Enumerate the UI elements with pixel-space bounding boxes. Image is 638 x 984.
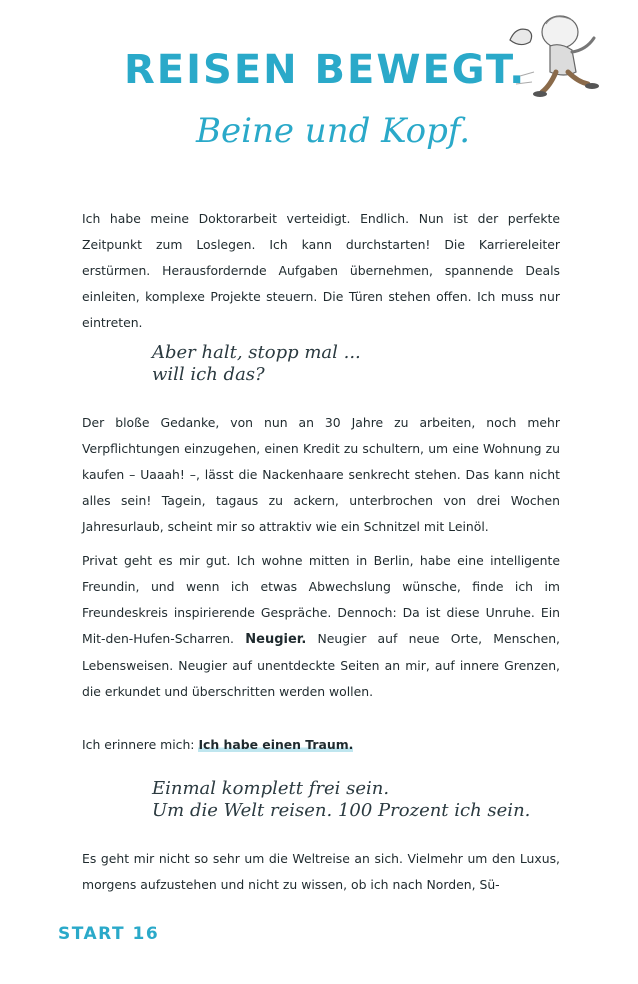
paragraph-4-text: Ich erinnere mich: [82,737,195,752]
page-footer: START 16 [58,924,160,944]
quote-2-line-1: Einmal komplett frei sein. [152,778,390,799]
handwritten-quote-1 [152,342,361,386]
paragraph-4 [82,732,560,758]
paragraph-2: Der bloße Gedanke, von nun an 30 Jahre zu arbeiten, noch mehr Verpflichtungen einzugehen, einen Kredit zu schultern, um eine Wohnung zu kaufen – Uaaah! –, lässt die Nackenhaare senkrecht stehen. Das kann nicht alles sein! Tagein, tagaus zu ackern, unterbrochen von drei Wochen Jahresurlaub, scheint mir so attraktiv wie ein Schnitzel mit Leinöl. [82,415,560,534]
paragraph-3-text-b: Neugier auf neue Orte, Menschen, Lebensweisen. Neugier auf unentdeckte Seiten an mir, auf innere Grenzen, die erkundet und überschritten werden wollen. [82,631,560,699]
traveler-sketch-illustration [500,6,620,106]
paragraph-1: Ich habe meine Doktorarbeit verteidigt. Endlich. Nun ist der perfekte Zeitpunkt zum Loslegen. Ich kann durchstarten! Die Karriereleiter erstürmen. Herausfordernde Aufgaben übernehmen, spannende Deals einleiten, komplexe Projekte steuern. Die Türen stehen offen. Ich muss nur eintreten. [82,211,560,330]
chapter-title: REISEN BEWEGT. [124,47,527,93]
emphasis-word: Neugier. [245,632,307,647]
quote-1-line-1: Aber halt, stopp mal ... [152,342,361,363]
quote-1-line-2: will ich das? [152,364,265,385]
handwritten-quote-2 [152,778,530,822]
paragraph-3 [82,548,560,705]
paragraph-3-text-a: Privat geht es mir gut. Ich wohne mitten in Berlin, habe eine intelligente Freundin, und wenn ich etwas Abwechslung wünsche, finde ich im Freundeskreis inspirierende Gespräche. Dennoch: Da ist diese Unruhe. Ein Mit-den-Hufen-Scharren. [82,553,560,646]
quote-2-line-2: Um die Welt reisen. 100 Prozent ich sein. [152,800,531,821]
paragraph-5: Es geht mir nicht so sehr um die Weltreise an sich. Vielmehr um den Luxus, morgens aufzustehen und nicht zu wissen, ob ich nach Norden, Sü- [82,851,560,892]
highlighted-phrase: Ich habe einen Traum. [198,737,354,752]
chapter-subtitle: Beine und Kopf. [196,111,471,151]
